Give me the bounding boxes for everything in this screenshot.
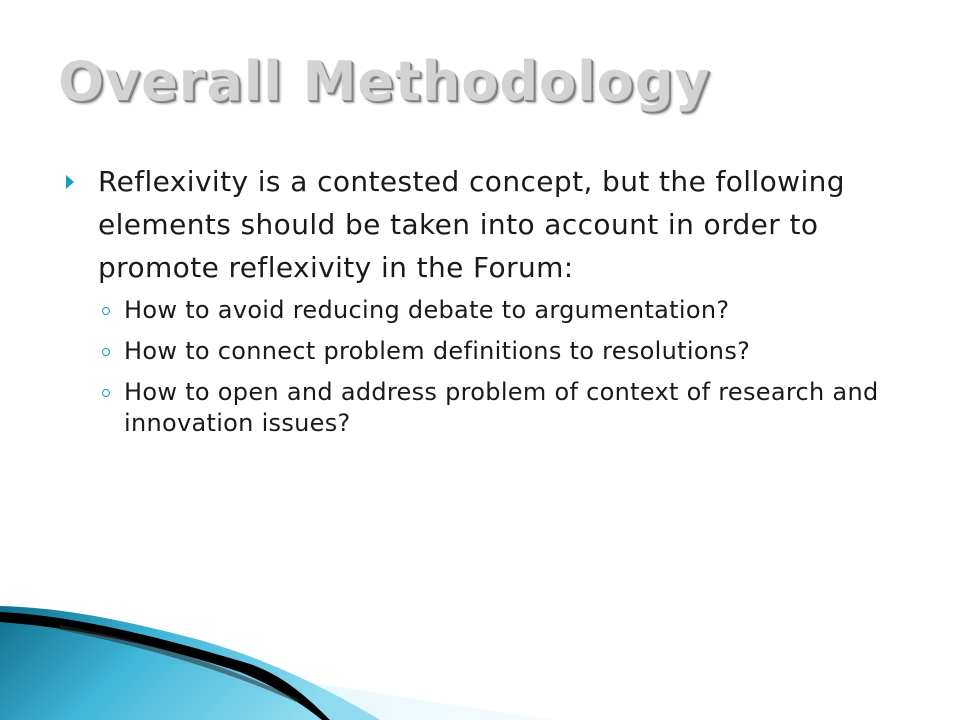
sub-bullet-text: How to avoid reducing debate to argumentation? <box>124 296 730 324</box>
slide-title: Overall Methodology <box>58 50 711 113</box>
sub-bullet-text: How to connect problem definitions to resolutions? <box>124 337 751 365</box>
sub-bullet-text: How to open and address problem of context of research and innovation issues? <box>124 378 879 437</box>
main-bullet-text: Reflexivity is a contested concept, but the following elements should be taken into account in order to promote reflexivity in the Forum: <box>98 165 845 284</box>
